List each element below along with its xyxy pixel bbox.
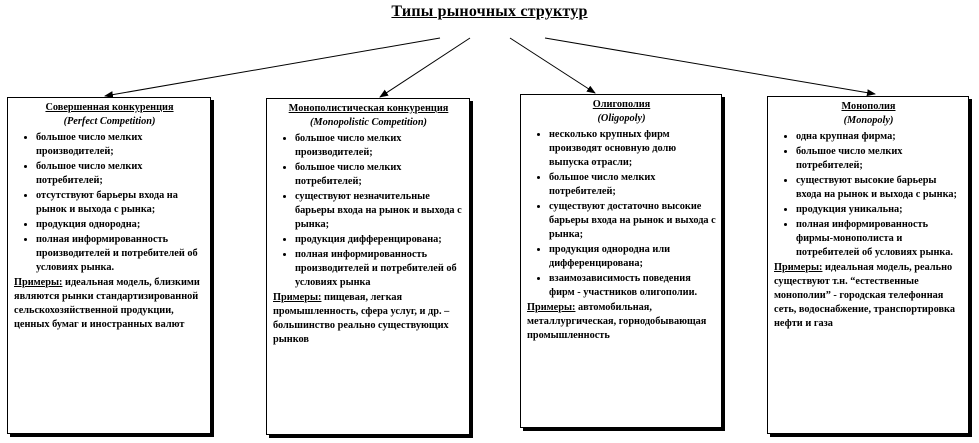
arrow-to-perfect-competition [105, 38, 440, 96]
examples-text: идеальная модель, близкими являются рынки стандартизированной сельскохозяйственной продукции, ценных бумаг и иностранных валют [14, 277, 200, 330]
box-heading: Монополистическая конкуренция [288, 103, 449, 114]
characteristics-list [273, 132, 464, 290]
list-item: • продукция дифференцирована; [295, 233, 464, 247]
list-item: • большое число мелких потребителей; [796, 145, 963, 173]
list-item: • существуют высокие барьеры входа на рынок и выхода с рынка; [796, 174, 963, 202]
list-item: • несколько крупных фирм производят основную долю выпуска отрасли; [549, 128, 716, 170]
list-item: • взаимозависимость поведения фирм - участников олигополии. [549, 272, 716, 300]
examples-text: автомобильная, металлургическая, горнодобывающая промышленность [527, 302, 707, 341]
list-item: • полная информированность фирмы-монополиста и потребителей об условиях рынка. [796, 218, 963, 260]
examples [14, 276, 205, 332]
box-subheading: (Perfect Competition) [63, 116, 156, 127]
arrow-to-oligopoly [510, 38, 595, 93]
box-subheading: (Monopolistic Competition) [310, 117, 427, 128]
characteristics-list [14, 131, 205, 275]
examples-label: Примеры: [273, 292, 322, 303]
examples-text: пищевая, легкая промышленность, сфера услуг, и др. – большинство реально существующих рынков [273, 292, 450, 345]
list-item: • существуют достаточно высокие барьеры входа на рынок и выхода с рынка; [549, 200, 716, 242]
examples-label: Примеры: [774, 262, 823, 273]
list-item: • полная информированность производителей и потребителей об условиях рынка. [36, 233, 205, 275]
box-monopoly [767, 96, 969, 434]
examples [774, 261, 963, 331]
box-subheading: (Oligopoly) [597, 113, 646, 124]
box-heading: Олигополия [592, 99, 651, 110]
list-item: • большое число мелких потребителей; [36, 160, 205, 188]
list-item: • большое число мелких потребителей; [549, 171, 716, 199]
examples-label: Примеры: [527, 302, 576, 313]
box-perfect-competition [7, 97, 211, 434]
list-item: • продукция однородна; [36, 218, 205, 232]
diagram-title: Типы рыночных структур [391, 3, 588, 20]
examples [527, 301, 716, 343]
characteristics-list [774, 130, 963, 260]
box-heading: Совершенная конкуренция [45, 102, 174, 113]
box-oligopoly [520, 94, 722, 428]
arrow-to-monopolistic-competition [380, 38, 470, 97]
examples-text: идеальная модель, реально существуют т.н. “естественные монополии” - городская телефонная сеть, водоснабжение, транспортировка нефти и газа [774, 262, 955, 329]
list-item: • большое число мелких потребителей; [295, 161, 464, 189]
arrow-to-monopoly [545, 38, 875, 94]
examples [273, 291, 464, 347]
box-subheading: (Monopoly) [843, 115, 894, 126]
examples-label: Примеры: [14, 277, 63, 288]
list-item: • полная информированность производителей и потребителей об условиях рынка [295, 248, 464, 290]
list-item: • продукция уникальна; [796, 203, 963, 217]
list-item: • отсутствуют барьеры входа на рынок и выхода с рынка; [36, 189, 205, 217]
box-heading: Монополия [841, 101, 896, 112]
list-item: • большое число мелких производителей; [36, 131, 205, 159]
list-item: • большое число мелких производителей; [295, 132, 464, 160]
list-item: • одна крупная фирма; [796, 130, 963, 144]
characteristics-list [527, 128, 716, 300]
list-item: • продукция однородна или дифференцирована; [549, 243, 716, 271]
list-item: • существуют незначительные барьеры входа на рынок и выхода с рынка; [295, 190, 464, 232]
box-monopolistic-competition [266, 98, 470, 435]
